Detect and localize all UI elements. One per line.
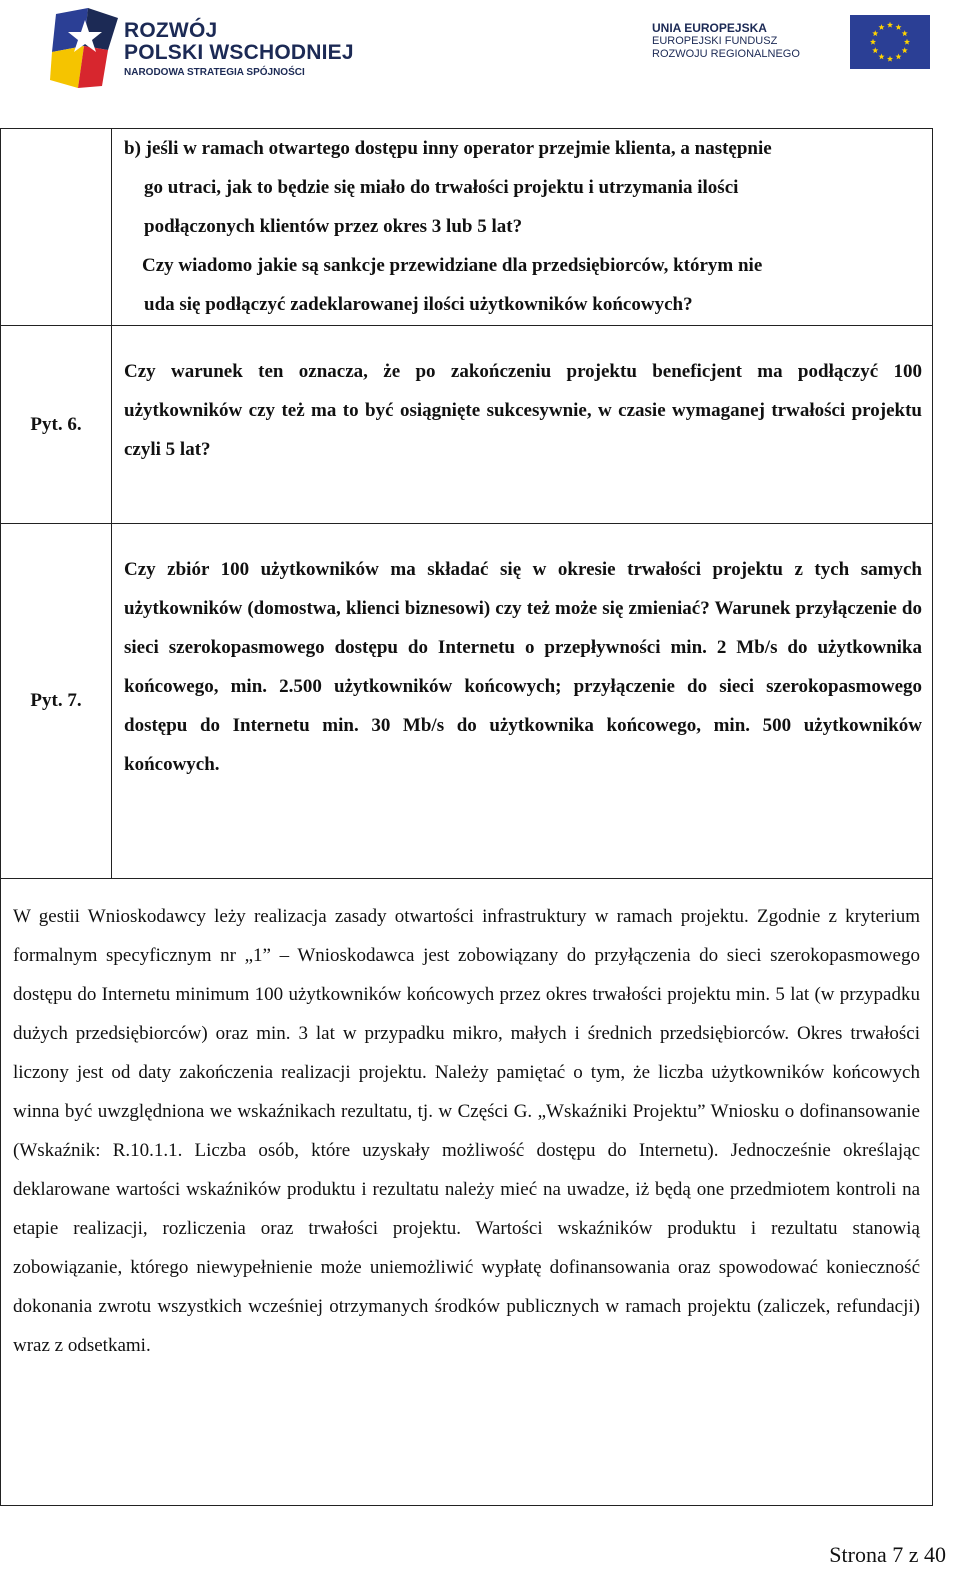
star-emblem-icon [48, 6, 122, 90]
question-7-text: Czy zbiór 100 użytkowników ma składać się w okresie trwałości projektu z tych samych użytkowników (domostwa, klienci biznesowi) czy też może się zmieniać? Warunek przyłączenie do sieci szerokopasmowego dostępu do Internetu o przepływności min. 2 Mb/s do użytkownika końcowego, min. 2.500 użytkowników końcowych; przyłączenie do sieci szerokopasmowego dostępu do Internetu min. 30 Mb/s do użytkownika końcowego, min. 500 użytkowników końcowych. [124, 559, 922, 775]
logo-line-3: NARODOWA STRATEGIA SPÓJNOŚCI [124, 67, 305, 78]
question-6-label: Pyt. 6. [30, 413, 82, 435]
row-b-line-1: b) jeśli w ramach otwartego dostępu inny operator przejmie klienta, a następnie [124, 138, 772, 159]
logo-wordmark [124, 20, 354, 80]
question-6-label-cell [1, 326, 112, 524]
page-number-total: 40 [924, 1542, 946, 1567]
table-row-b [1, 129, 933, 326]
question-6-text: Czy warunek ten oznacza, że po zakończeniu projektu beneficjent ma podłączyć 100 użytkowników czy też ma to być osiągnięte sukcesywnie, w czasie wymaganej trwałości projektu czyli 5 lat? [124, 361, 922, 460]
answer-text: W gestii Wnioskodawcy leży realizacja zasady otwartości infrastruktury w ramach projektu. Zgodnie z kryterium formalnym specyficznym nr „1” – Wnioskodawca jest zobowiązany do przyłączenia do sieci szerokopasmowego dostępu do Internetu minimum 100 użytkowników końcowych przez okres trwałości projektu min. 5 lat (w przypadku dużych przedsiębiorców) oraz min. 3 lat w przypadku mikro, małych i średnich przedsiębiorców. Okres trwałości liczony jest od daty zakończenia realizacji projektu. Należy pamiętać o tym, że liczba użytkowników końcowych winna być uwzględniona we wskaźnikach rezultatu, tj. w Części G. „Wskaźniki Projektu” Wniosku o dofinansowanie (Wskaźnik: R.10.1.1. Liczba osób, które uzyskały możliwość dostępu do Internetu). Jednocześnie określając deklarowane wartości wskaźników produktu i rezultatu należy mieć na uwadze, iż będą one przedmiotem kontroli na etapie realizacji, rozliczenia oraz trwałości projektu. Wartości wskaźników produktu i rezultatu stanowią zobowiązanie, którego niewypełnienie może uniemożliwić wypłatę dofinansowania oraz spowodować konieczność dokonania zwrotu wszystkich wcześniej otrzymanych środków publicznych w ramach projektu (zaliczek, refundacji) wraz z odsetkami. [13, 906, 920, 1356]
row-b-question-cell [112, 129, 933, 326]
eu-logo [630, 15, 930, 71]
row-b-line-4: Czy wiadomo jakie są sankcje przewidziane dla przedsiębiorców, którym nie [142, 255, 763, 276]
row-b-line-5: uda się podłączyć zadeklarowanej ilości użytkowników końcowych? [144, 294, 693, 315]
page-header [0, 0, 960, 100]
row-b-label-cell [1, 129, 112, 326]
rozwoj-polski-wschodniej-logo [48, 6, 358, 90]
row-b-line-2: go utraci, jak to będzie się miało do trwałości projektu i utrzymania ilości [144, 177, 739, 198]
table-row-question-7 [1, 524, 933, 879]
table-row-question-6 [1, 326, 933, 524]
question-7-cell [112, 524, 933, 879]
question-6-cell [112, 326, 933, 524]
page-number [829, 1542, 946, 1568]
row-b-line-3: podłączonych klientów przez okres 3 lub 5 lat? [144, 216, 523, 237]
eu-line-1: UNIA EUROPEJSKA [652, 21, 767, 35]
page-number-prefix: Strona [829, 1542, 893, 1567]
eu-flag-icon [850, 15, 930, 69]
answer-cell [1, 879, 933, 1506]
logo-line-2: POLSKI WSCHODNIEJ [124, 41, 354, 64]
page-number-separator: z [903, 1542, 924, 1567]
logo-line-1: ROZWÓJ [124, 19, 218, 42]
question-7-label: Pyt. 7. [30, 690, 82, 711]
page-number-current: 7 [892, 1542, 904, 1567]
qa-table [0, 128, 933, 1506]
eu-text [652, 21, 832, 61]
question-7-label-cell [1, 524, 112, 879]
eu-line-2: EUROPEJSKI FUNDUSZ [652, 35, 778, 47]
eu-line-3: ROZWOJU REGIONALNEGO [652, 48, 800, 60]
table-row-answer [1, 879, 933, 1506]
